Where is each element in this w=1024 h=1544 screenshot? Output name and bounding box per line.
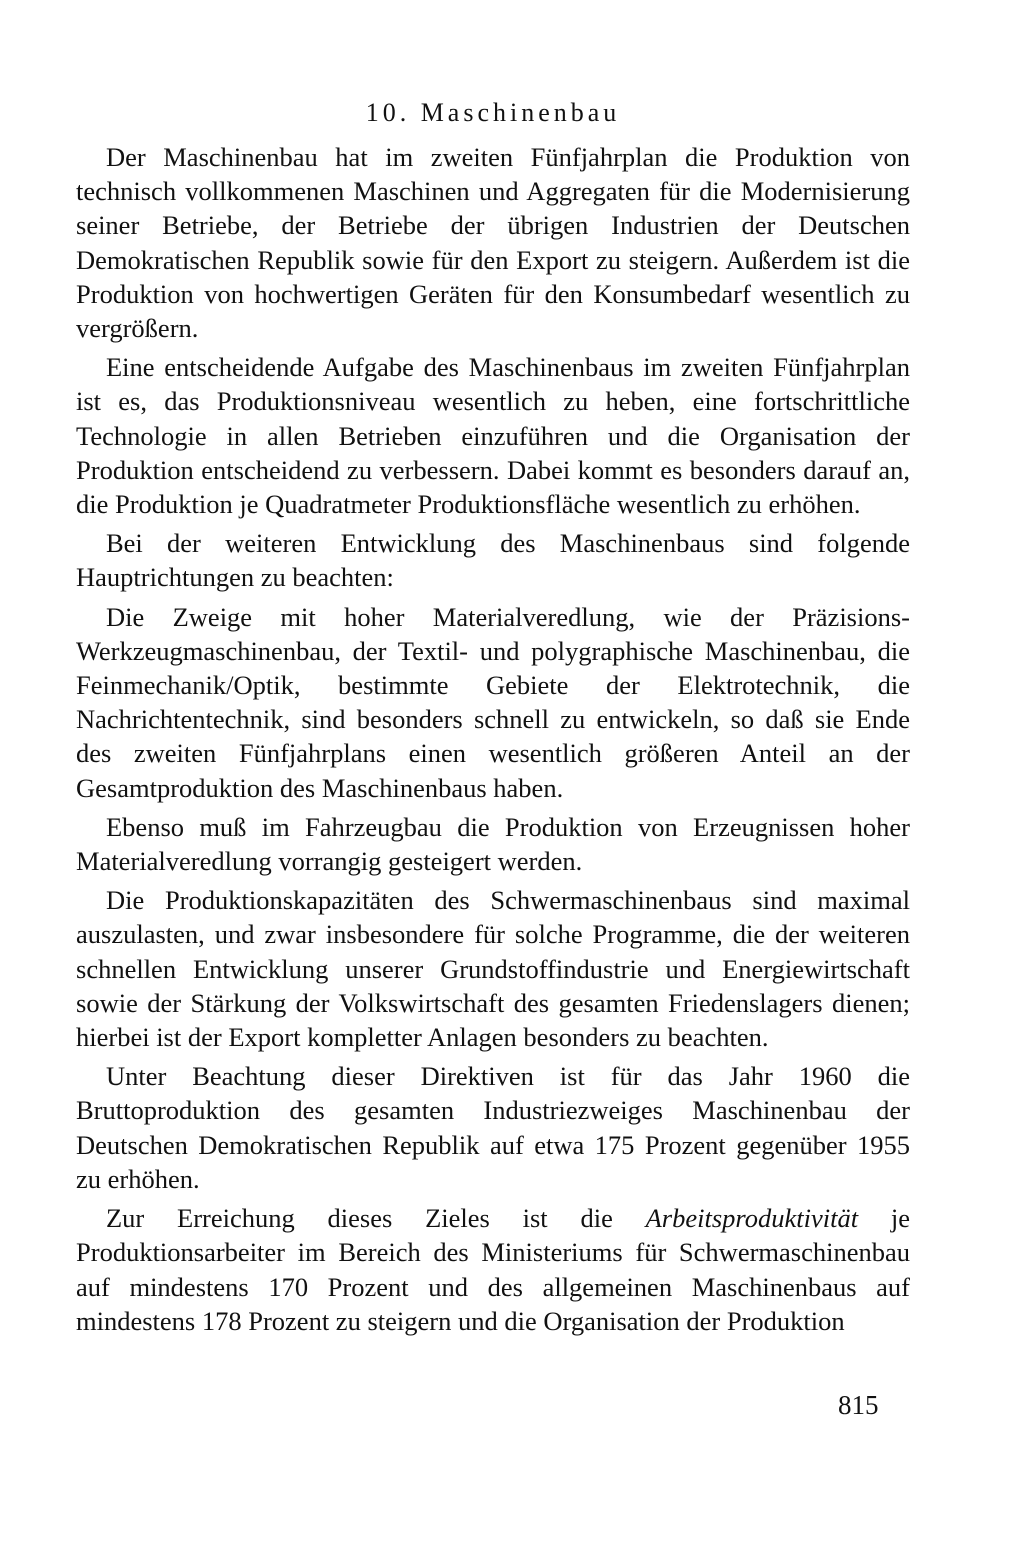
paragraph-1: Der Maschinenbau hat im zweiten Fünfjahrplan die Produktion von technisch vollkommenen Maschinen und Aggregaten für die Modernisierung seiner Betriebe, der Betriebe der übrigen Industrien der Deutschen Demokratischen Republik sowie für den Export zu steigern. Außerdem ist die Produktion von hochwertigen Geräten für den Konsumbedarf wesentlich zu vergrößern. xyxy=(76,142,910,344)
section-heading: 10. Maschinenbau xyxy=(365,98,621,127)
paragraph-4: Die Zweige mit hoher Materialveredlung, wie der Präzisions-Werkzeugmaschinenbau, der Textil- und polygraphische Maschinenbau, die Feinmechanik/Optik, bestimmte Gebiete der Elektrotechnik, die Nachrichtentechnik, sind besonders schnell zu entwickeln, so daß sie Ende des zweiten Fünfjahrplans einen wesentlich größeren Anteil an der Gesamtproduktion des Maschinenbaus haben. xyxy=(76,601,910,803)
emphasized-term: Arbeitsproduktivität xyxy=(645,1203,859,1234)
paragraph-8-text-after: je Produktionsarbeiter im Bereich des Ministeriums für Schwermaschinenbau auf mindestens 170 Prozent und des allgemeinen Maschinenbaus auf mindestens 178 Prozent zu steigern und die Organisation der Produktion xyxy=(76,1203,910,1336)
paragraph-3: Bei der weiteren Entwicklung des Maschinenbaus sind folgende Hauptrichtungen zu beachten: xyxy=(76,528,910,593)
paragraph-8 xyxy=(76,1201,910,1338)
paragraph-5: Ebenso muß im Fahrzeugbau die Produktion von Erzeugnissen hoher Materialveredlung vorrangig gesteigert werden. xyxy=(76,811,910,877)
page-number: 815 xyxy=(838,1390,879,1420)
paragraph-7: Unter Beachtung dieser Direktiven ist für das Jahr 1960 die Bruttoproduktion des gesamten Industriezweiges Maschinenbau der Deutschen Demokratischen Republik auf etwa 175 Prozent gegenüber 1955 zu erhöhen. xyxy=(76,1061,910,1194)
paragraph-2: Eine entscheidende Aufgabe des Maschinenbaus im zweiten Fünfjahrplan ist es, das Produktionsniveau wesentlich zu heben, eine fortschrittliche Technologie in allen Betrieben einzuführen und die Organisation der Produktion entscheidend zu verbessern. Dabei kommt es besonders darauf an, die Produktion je Quadratmeter Produktionsfläche wesentlich zu erhöhen. xyxy=(76,352,910,520)
paragraph-8-text-before: Zur Erreichung dieses Zieles ist die xyxy=(106,1203,646,1234)
paragraph-6: Die Produktionskapazitäten des Schwermaschinenbaus sind maximal auszulasten, und zwar insbesondere für solche Programme, die der weiteren schnellen Entwicklung unserer Grundstoffindustrie und Energiewirtschaft sowie der Stärkung der Volkswirtschaft des gesamten Friedenslagers dienen; hierbei ist der Export kompletter Anlagen besonders zu beachten. xyxy=(76,885,910,1053)
document-page xyxy=(76,96,910,1343)
